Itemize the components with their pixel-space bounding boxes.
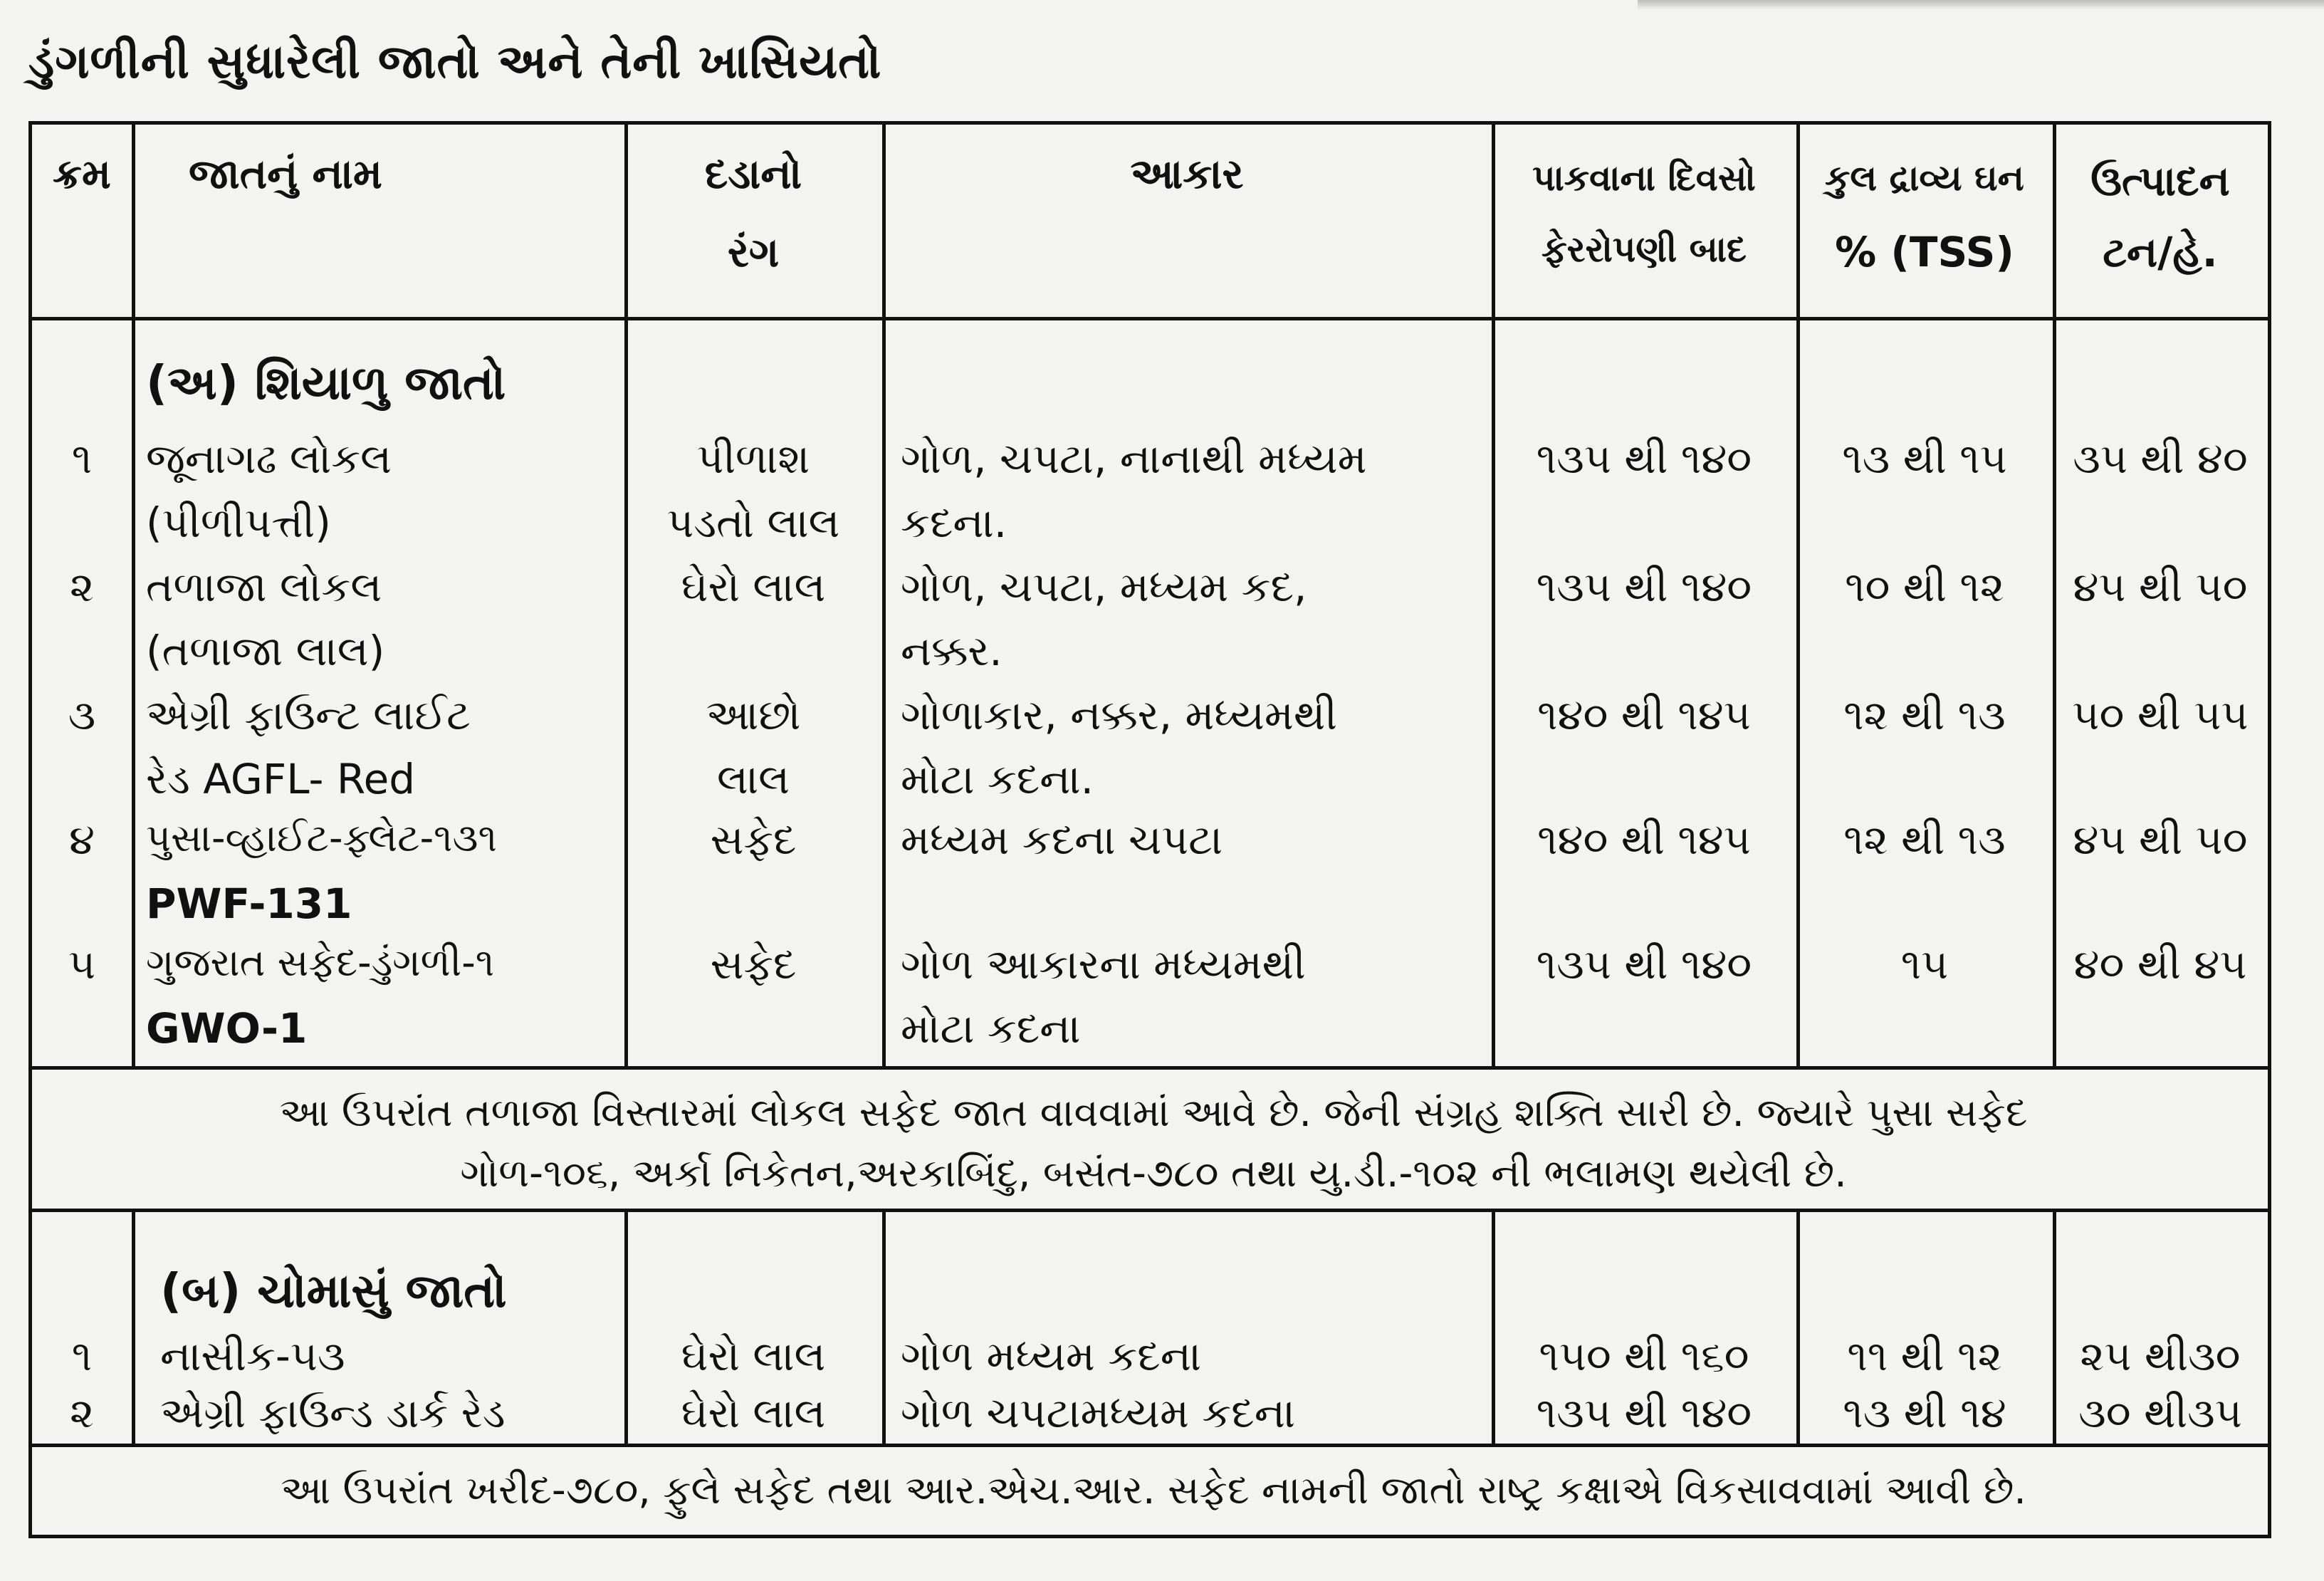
row-color: પીળાશ — [696, 434, 810, 483]
row-shape: નક્કર. — [901, 627, 1003, 675]
row-color: લાલ — [717, 755, 790, 803]
row-tss: ૧૩ થી ૧૪ — [1843, 1389, 2006, 1437]
row-color: સફેદ — [710, 815, 797, 864]
row-tss: ૧૨ થી ૧૩ — [1843, 691, 2006, 739]
row-days: ૧૩૫ થી ૧૪૦ — [1536, 940, 1752, 988]
row-name: (તળાજા લાલ) — [146, 627, 385, 675]
row-days: ૧૪૦ થી ૧૪૫ — [1537, 815, 1751, 864]
row-shape: ગોળાકાર, નક્કર, મધ્યમથી — [901, 691, 1337, 739]
monsoon-bottom-rule — [32, 1444, 2268, 1447]
row-shape: ગોળ ચપટામધ્યમ કદના — [901, 1389, 1296, 1437]
row-sr: ૪ — [69, 815, 95, 864]
winter-note-bottom-rule — [32, 1209, 2268, 1212]
winter-section-title: (અ) શિયાળુ જાતો — [146, 355, 506, 410]
col-divider — [132, 125, 135, 1066]
col-divider — [132, 1209, 135, 1444]
row-color: સફેદ — [710, 940, 797, 988]
row-tss: ૧૨ થી ૧૩ — [1843, 815, 2006, 864]
row-shape: મોટા કદના. — [901, 755, 1094, 803]
row-color: પડતો લાલ — [666, 499, 840, 547]
row-yield: ૩૫ થી ૪૦ — [2073, 434, 2248, 483]
row-name: GWO-1 — [146, 1004, 308, 1053]
row-days: ૧૩૫ થી ૧૪૦ — [1536, 1389, 1752, 1437]
header-days-line2: ફેરરોપણી બાદ — [1541, 229, 1747, 270]
row-days: ૧૩૫ થી ૧૪૦ — [1536, 434, 1752, 483]
row-yield: ૪૦ થી ૪૫ — [2073, 940, 2247, 988]
monsoon-section-title: (બ) ચોમાસું જાતો — [160, 1263, 507, 1318]
row-name: PWF-131 — [146, 880, 352, 928]
row-days: ૧૫૦ થી ૧૬૦ — [1539, 1332, 1749, 1380]
row-tss: ૧૦ થી ૧૨ — [1845, 563, 2004, 611]
header-tss-line2: % (TSS) — [1835, 228, 2014, 276]
winter-note-line2: ગોળ-૧૦૬, અર્કા નિકેતન,અરકાબિંદુ, બસંત-૭૮૦ તથા યુ.ડી.-૧૦૨ ની ભલામણ થયેલી છે. — [460, 1150, 1847, 1196]
col-divider — [882, 125, 886, 1066]
row-tss: ૧૫ — [1900, 940, 1949, 988]
row-color: ઘેરો લાલ — [681, 1389, 826, 1437]
header-sr: ક્રમ — [53, 150, 111, 198]
monsoon-note: આ ઉપરાંત ખરીદ-૭૮૦, ફુલે સફેદ તથા આર.એચ.આર. સફેદ નામની જાતો રાષ્ટ્ર કક્ષાએ વિકસાવવામાં આવી છે. — [281, 1467, 2026, 1513]
row-name: પુસા-વ્હાઈટ-ફ્લેટ-૧૩૧ — [146, 815, 497, 860]
header-color-line1: દડાનો — [704, 150, 802, 198]
row-yield: ૨૫ થી૩૦ — [2080, 1332, 2241, 1380]
row-name: એગ્રી ફાઉન્ડ ડાર્ક રેડ — [160, 1389, 506, 1437]
row-sr: ૧ — [71, 434, 93, 483]
row-sr: ૨ — [69, 1389, 95, 1437]
row-days: ૧૩૫ થી ૧૪૦ — [1536, 563, 1752, 611]
page-title: ડુંગળીની સુધારેલી જાતો અને તેની ખાસિયતો — [28, 34, 882, 89]
header-bottom-rule — [32, 317, 2268, 320]
header-tss-line1: કુલ દ્રાવ્ય ઘન — [1825, 157, 2024, 199]
row-name: તળાજા લોકલ — [146, 563, 382, 611]
header-shape: આકાર — [1130, 150, 1244, 198]
scan-edge — [1638, 0, 2324, 10]
header-days-line1: પાકવાના દિવસો — [1532, 157, 1756, 199]
row-name: એગ્રી ફાઉન્ટ લાઈટ — [146, 691, 471, 739]
col-divider — [882, 1209, 886, 1444]
row-shape: ગોળ આકારના મધ્યમથી — [901, 940, 1306, 988]
header-color-line2: રંગ — [727, 228, 780, 276]
row-shape: મોટા કદના — [901, 1004, 1081, 1053]
row-name: ગુજરાત સફેદ-ડુંગળી-૧ — [146, 940, 495, 985]
row-tss: ૧૧ થી ૧૨ — [1847, 1332, 2002, 1380]
row-yield: ૫૦ થી ૫૫ — [2072, 691, 2249, 739]
row-shape: ગોળ, ચપટા, મધ્યમ કદ, — [901, 563, 1307, 611]
row-yield: ૪૫ થી ૫૦ — [2073, 815, 2248, 864]
row-color: ઘેરો લાલ — [681, 563, 826, 611]
header-yield-line1: ઉત્પાદન — [2090, 157, 2230, 205]
variety-table — [28, 121, 2271, 1538]
row-tss: ૧૩ થી ૧૫ — [1842, 434, 2007, 483]
row-shape: ગોળ, ચપટા, નાનાથી મધ્યમ — [901, 434, 1367, 483]
row-shape: મધ્યમ કદના ચપટા — [901, 815, 1223, 864]
row-yield: ૩૦ થી૩૫ — [2078, 1389, 2242, 1437]
row-name: રેડ AGFL- Red — [146, 755, 416, 803]
row-yield: ૪૫ થી ૫૦ — [2073, 563, 2248, 611]
row-sr: ૫ — [68, 940, 96, 988]
row-shape: ગોળ મધ્યમ કદના — [901, 1332, 1202, 1380]
winter-bottom-rule — [32, 1066, 2268, 1070]
winter-note-line1: આ ઉપરાંત તળાજા વિસ્તારમાં લોકલ સફેદ જાત વાવવામાં આવે છે. જેની સંગ્રહ શક્તિ સારી છે. જ્યારે પુસા સફેદ — [279, 1090, 2028, 1135]
row-color: આછો — [706, 691, 801, 739]
row-name: (પીળીપત્તી) — [146, 499, 331, 547]
row-shape: કદના. — [901, 499, 1007, 547]
row-name: નાસીક-૫૩ — [160, 1332, 345, 1380]
row-sr: ૨ — [69, 563, 95, 611]
row-days: ૧૪૦ થી ૧૪૫ — [1537, 691, 1751, 739]
row-sr: ૧ — [71, 1332, 93, 1380]
row-name: જૂનાગઢ લોકલ — [146, 434, 392, 483]
header-name: જાતનું નામ — [189, 150, 382, 198]
header-yield-line2: ટન/હે. — [2103, 228, 2218, 276]
row-sr: ૩ — [68, 691, 96, 739]
row-color: ઘેરો લાલ — [681, 1332, 826, 1380]
